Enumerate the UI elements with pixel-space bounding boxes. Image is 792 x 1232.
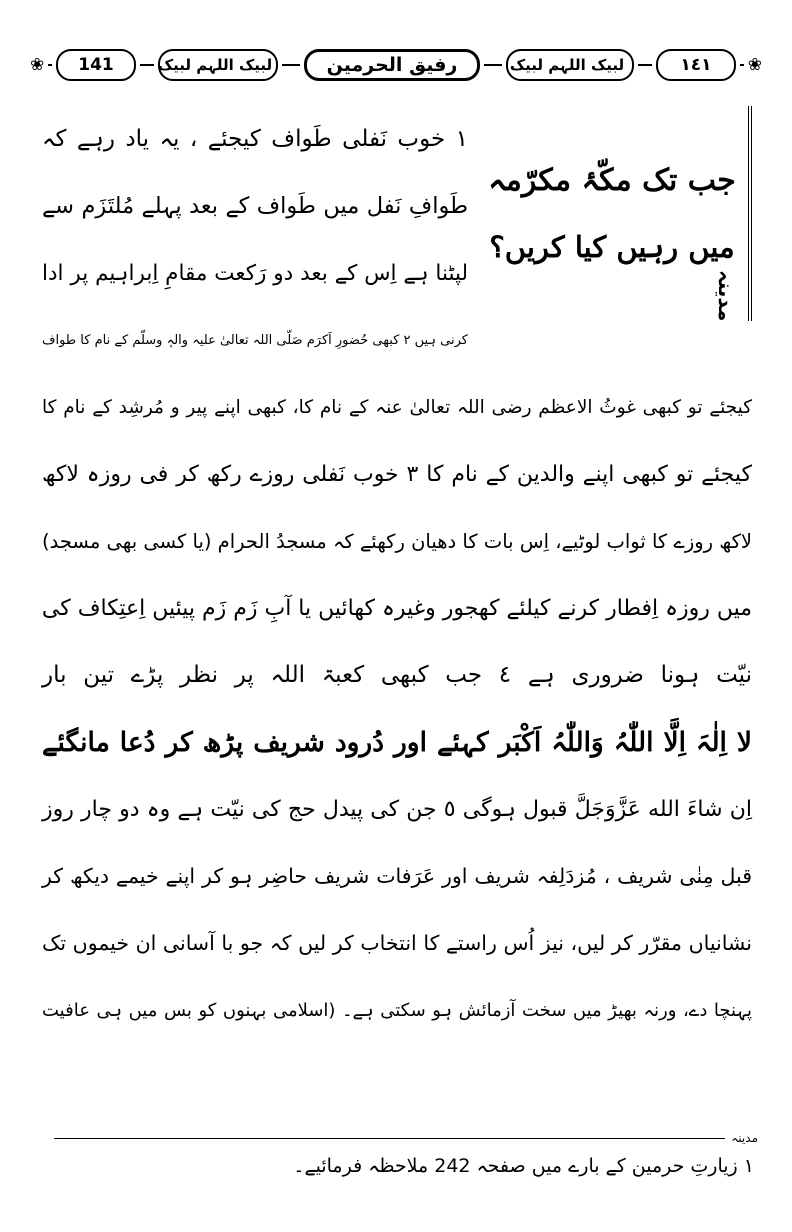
header-line [48, 64, 52, 66]
footnote-rule [54, 1138, 758, 1139]
body-line: میں روزہ اِفطار کرنے کیلئے کھجور وغیرہ کھائیں یا آبِ زَم زَم پیئیں اِعتِکاف کی [41, 596, 752, 621]
page-number: 141 [78, 55, 114, 75]
kalima-line: لا اِلٰہَ اِلَّا اللّٰہُ وَاللّٰہُ اَکْبَر کہئے اور دُرود شریف پڑھ کر دُعا مانگئے [42, 727, 752, 758]
header-line [638, 64, 652, 66]
body-line: کیجئے تو کبھی اپنے والدین کے نام کا ٣ خوب نَفلی روزے رکھ کر فی روزہ لاکھ [42, 462, 752, 487]
body-line: ١ خوب نَفلی طَواف کیجئے ، یہ یاد رہے کہ [42, 126, 468, 152]
book-title-box [304, 49, 480, 81]
header-line [140, 64, 154, 66]
madina-brand: مدینہ [714, 269, 738, 321]
body-line: کیجئے تو کبھی غوثُ الاعظم رضی اللہ تعالیٰ عنہ کے نام کا، کبھی اپنے پیر و مُرشِد کے نام کا [42, 397, 752, 418]
body-line: لپٹنا ہے اِس کے بعد دو رَکعت مقامِ اِبراہیم پر ادا [42, 261, 468, 286]
page-number-box [56, 49, 136, 81]
labbaik-box-left [158, 49, 278, 81]
book-title: رفیق الحرمین [326, 54, 458, 76]
page-number-urdu: ١٤١ [680, 55, 712, 75]
body-line: نشانیاں مقرّر کر لیں، نیز اُس راستے کا انتخاب کر لیں کہ جو با آسانی ان خیموں تک [42, 931, 752, 955]
body-line: قبل مِنٰی شریف ، مُزدَلِفہ شریف اور عَرَفات شریف حاضِر ہو کر اپنے خیمے دیکھ کر [42, 864, 752, 888]
labbaik-text: لبیک اللہم لبیک [509, 56, 625, 74]
page-header [30, 40, 762, 90]
labbaik-text: لبیک اللہم لبیک [157, 56, 273, 74]
ornament-left: ❀ [30, 55, 45, 75]
page-number-urdu-box [656, 49, 736, 81]
footnote: ١ زیارتِ حرمین کے بارے میں صفحہ 242 ملاحظہ فرمائیے۔ [293, 1155, 754, 1177]
section-title-line-1: جب تک مکّۂ مکرّمہ [488, 162, 736, 198]
section-title-block [482, 106, 752, 321]
header-line [740, 64, 744, 66]
header-line [484, 64, 502, 66]
footnote-rule-label: مدینہ [725, 1131, 758, 1145]
header-line [282, 64, 300, 66]
body-line: اِن شاءَ الله عَزَّوَجَلَّ قبول ہوگی ٥ جن کی پیدل حج کی نیّت ہے وہ دو چار روز [42, 797, 752, 822]
body-line: پہنچا دے، ورنہ بھیڑ میں سخت آزمائش ہو سکتی ہے۔ (اسلامی بہنوں کو بس میں ہی عافیت [42, 1000, 752, 1021]
ornament-right: ❀ [747, 55, 762, 75]
body-line: نیّت ہونا ضروری ہے ٤ جب کبھی کعبۃ اللہ پر نظر پڑے تین بار [42, 662, 753, 688]
section-title-line-2: میں رہیں کیا کریں؟ [489, 229, 735, 264]
body-line: طَوافِ نَفل میں طَواف کے بعد پہلے مُلتَزَم سے [42, 193, 468, 219]
page-body [42, 106, 752, 1116]
labbaik-box-right [506, 49, 634, 81]
body-line: لاکھ روزے کا ثواب لوٹیے، اِس بات کا دھیان رکھئے کہ مسجدُ الحرام (یا کسی بھی مسجد) [42, 530, 752, 553]
body-line: کرنی ہیں ٢ کبھی حُضورِ اَکرَم صَلّی اللہ تعالیٰ علیہ والہٖ وسلّم کے نام کا طواف [42, 333, 468, 348]
